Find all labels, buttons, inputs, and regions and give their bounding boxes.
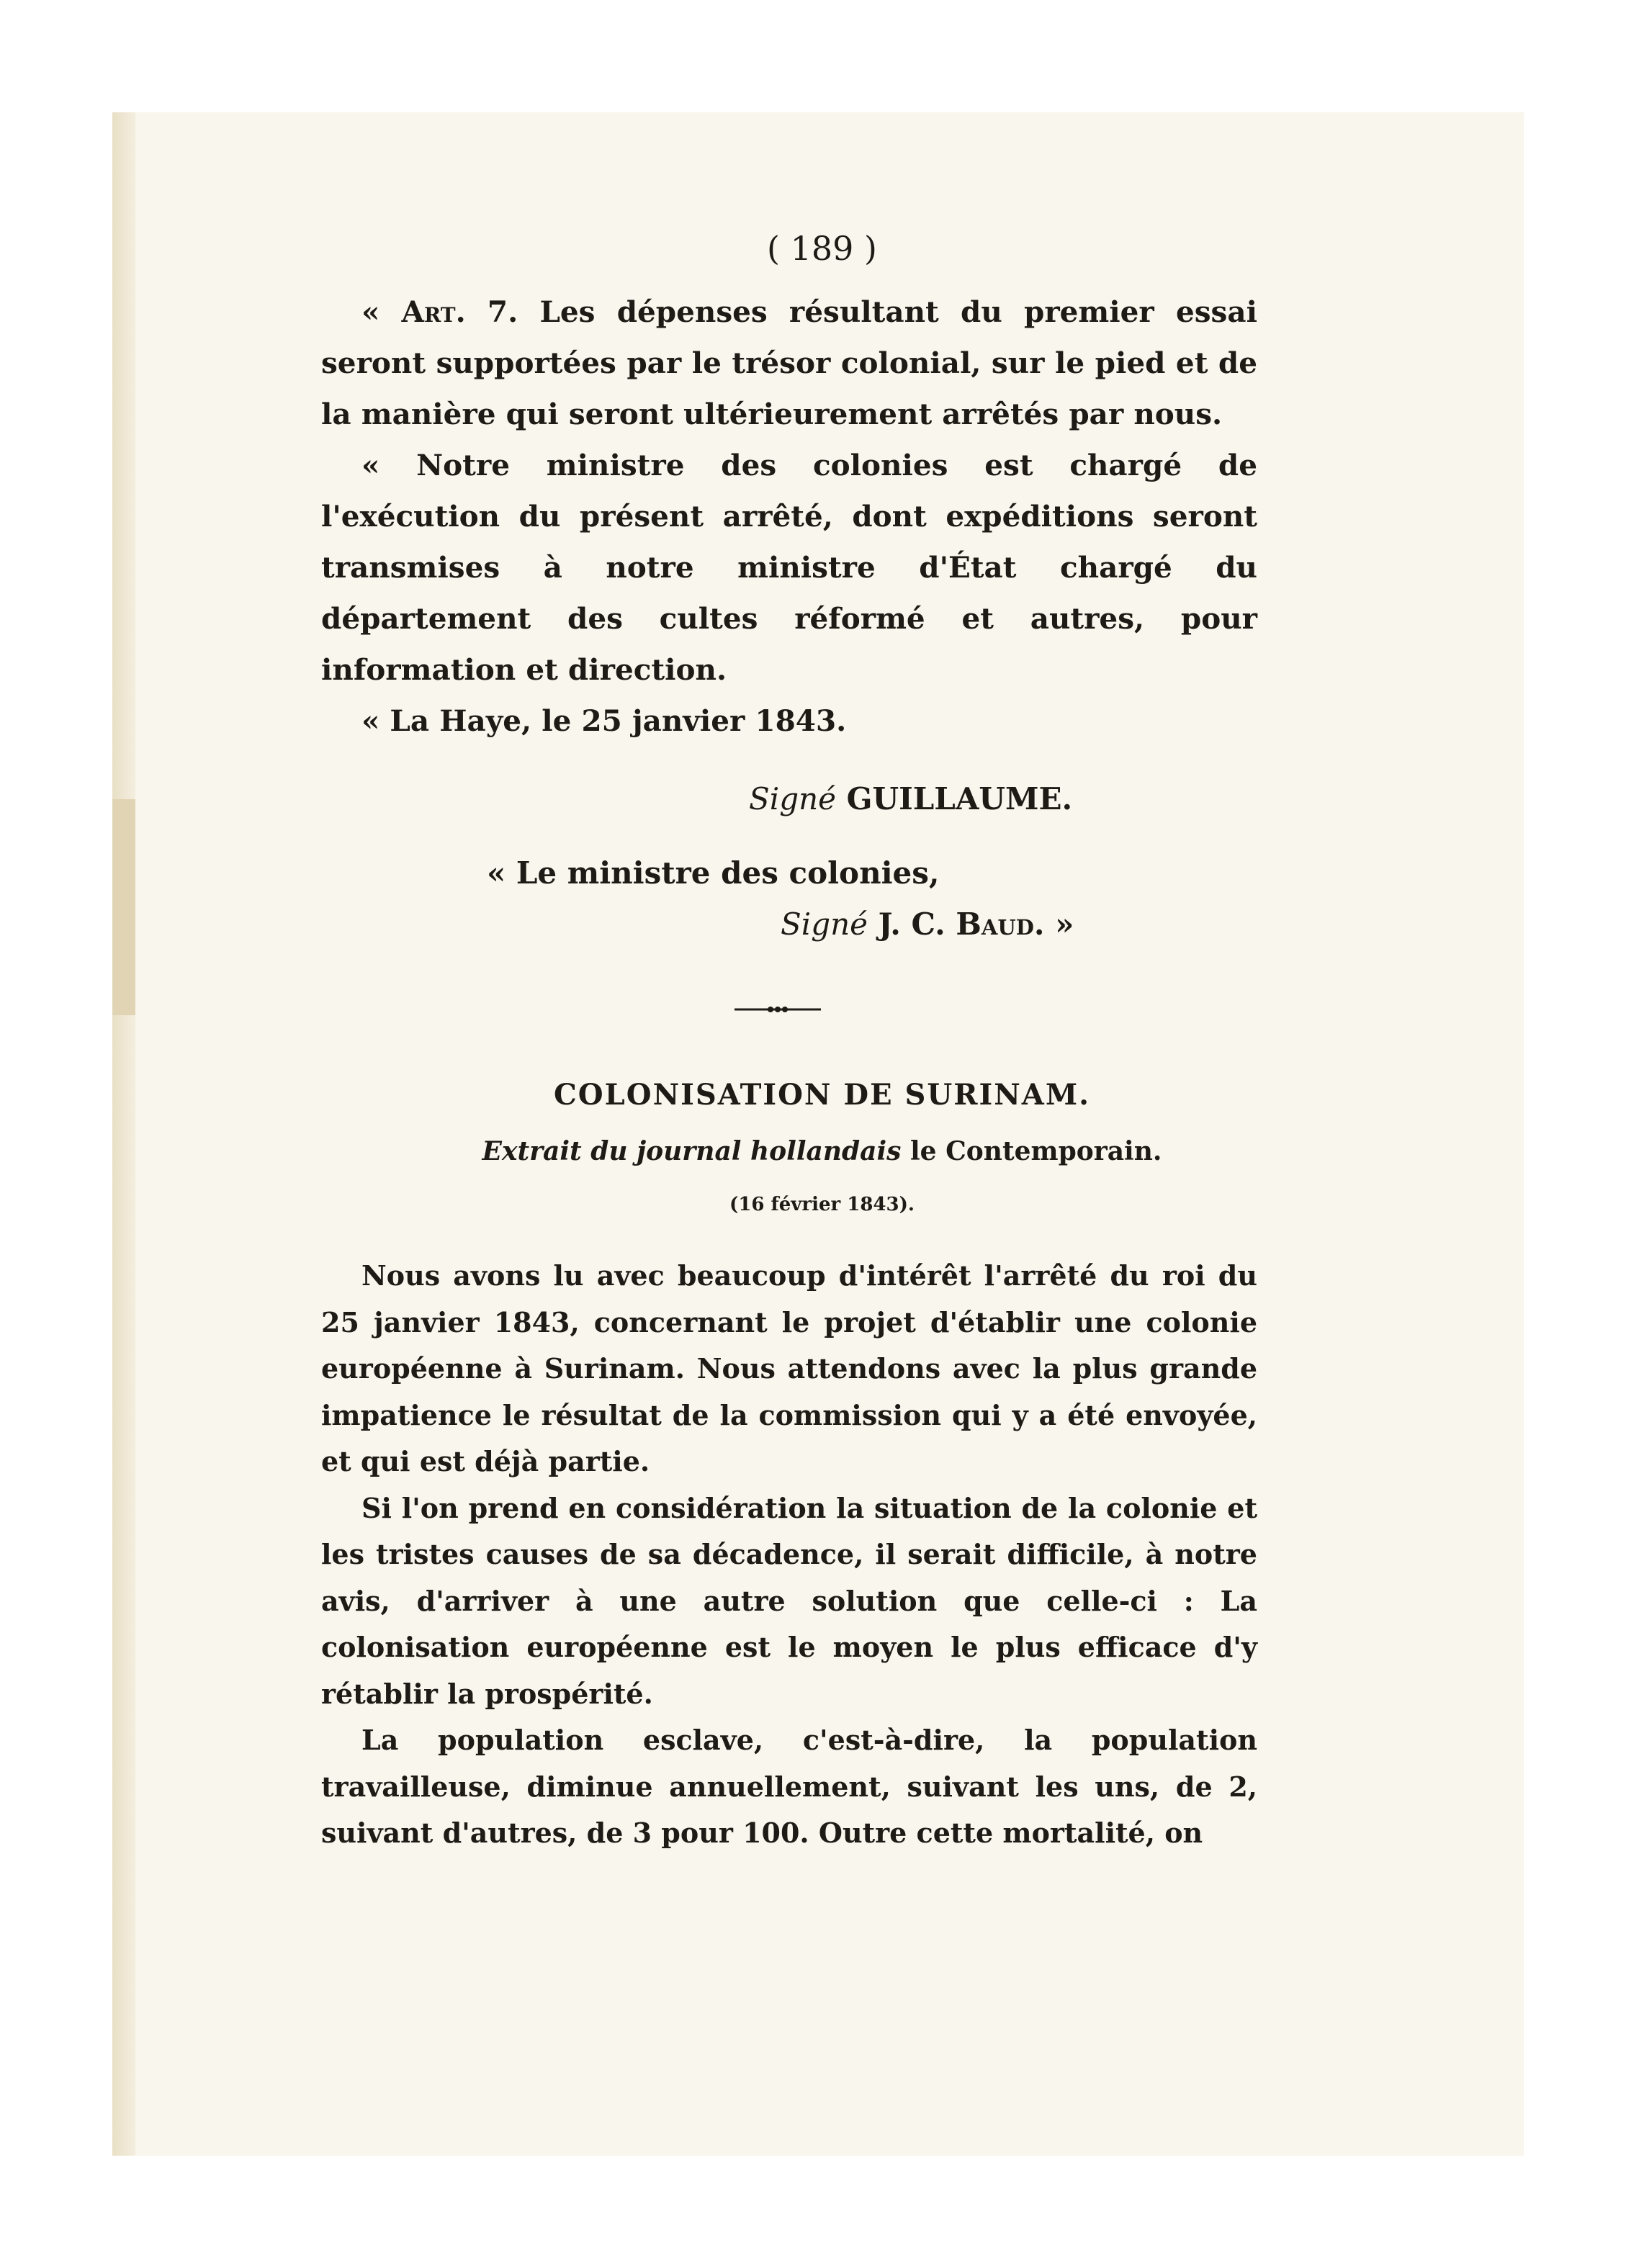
article-7-text: Les dépenses résultant du premier essai seront supportées par le trésor colonial, sur le pied et de la manière qui seront ultérieurement arrêtés par nous. (321, 294, 1257, 431)
decree-block (321, 287, 1257, 747)
place-date: « La Haye, le 25 janvier 1843. (361, 703, 847, 738)
king-signature-name: GUILLAUME. (846, 781, 1073, 816)
king-signature (749, 781, 1072, 816)
article-paragraph-3: La population esclave, c'est-à-dire, la population travailleuse, diminue annuellement, suivant les uns, de 2, suivant d'autres, de 3 pour 100. Outre cette mortalité, on (321, 1724, 1257, 1849)
article-body (321, 1253, 1257, 1857)
section-ornament (735, 1004, 821, 1014)
minister-signature-label: Signé (781, 906, 868, 942)
article-subtitle-journal: le Contemporain. (910, 1136, 1162, 1166)
article-subtitle-italic: Extrait du journal hollandais (482, 1136, 902, 1166)
article-date: (16 février 1843). (729, 1194, 915, 1215)
article-7-label: « Art. 7. (361, 294, 518, 329)
minister-signature (781, 906, 1074, 942)
article-paragraph-2: Si l'on prend en considération la situation de la colonie et les tristes causes de sa décadence, il serait difficile, à notre avis, d'arriver à une autre solution que celle-ci : La colonisation européenne est le moyen le plus efficace d'y rétablir la prospérité. (321, 1491, 1257, 1710)
article-7-paragraph (321, 287, 1257, 440)
article-paragraph-1: Nous avons lu avec beaucoup d'intérêt l'arrêté du roi du 25 janvier 1843, concernant le projet d'établir une colonie européenne à Surinam. Nous attendons avec la plus grande impatience le résultat de la commission qui y a été envoyée, et qui est déjà partie. (321, 1259, 1257, 1477)
article-subtitle (0, 1136, 1644, 1166)
page-number: ( 189 ) (767, 229, 877, 268)
minister-signature-name: J. C. Baud. » (878, 906, 1074, 942)
minister-paragraph: « Notre ministre des colonies est chargé de l'exécution du présent arrêté, dont expéditions seront transmises à notre ministre d'État chargé du département des cultes réformé et autres, pour information et direction. (321, 448, 1257, 687)
king-signature-label: Signé (749, 781, 836, 816)
article-title: COLONISATION DE SURINAM. (553, 1078, 1091, 1112)
page-binding-edge (112, 112, 135, 2156)
page-binding-shadow (112, 799, 135, 1015)
minister-title: « Le ministre des colonies, (487, 855, 940, 891)
